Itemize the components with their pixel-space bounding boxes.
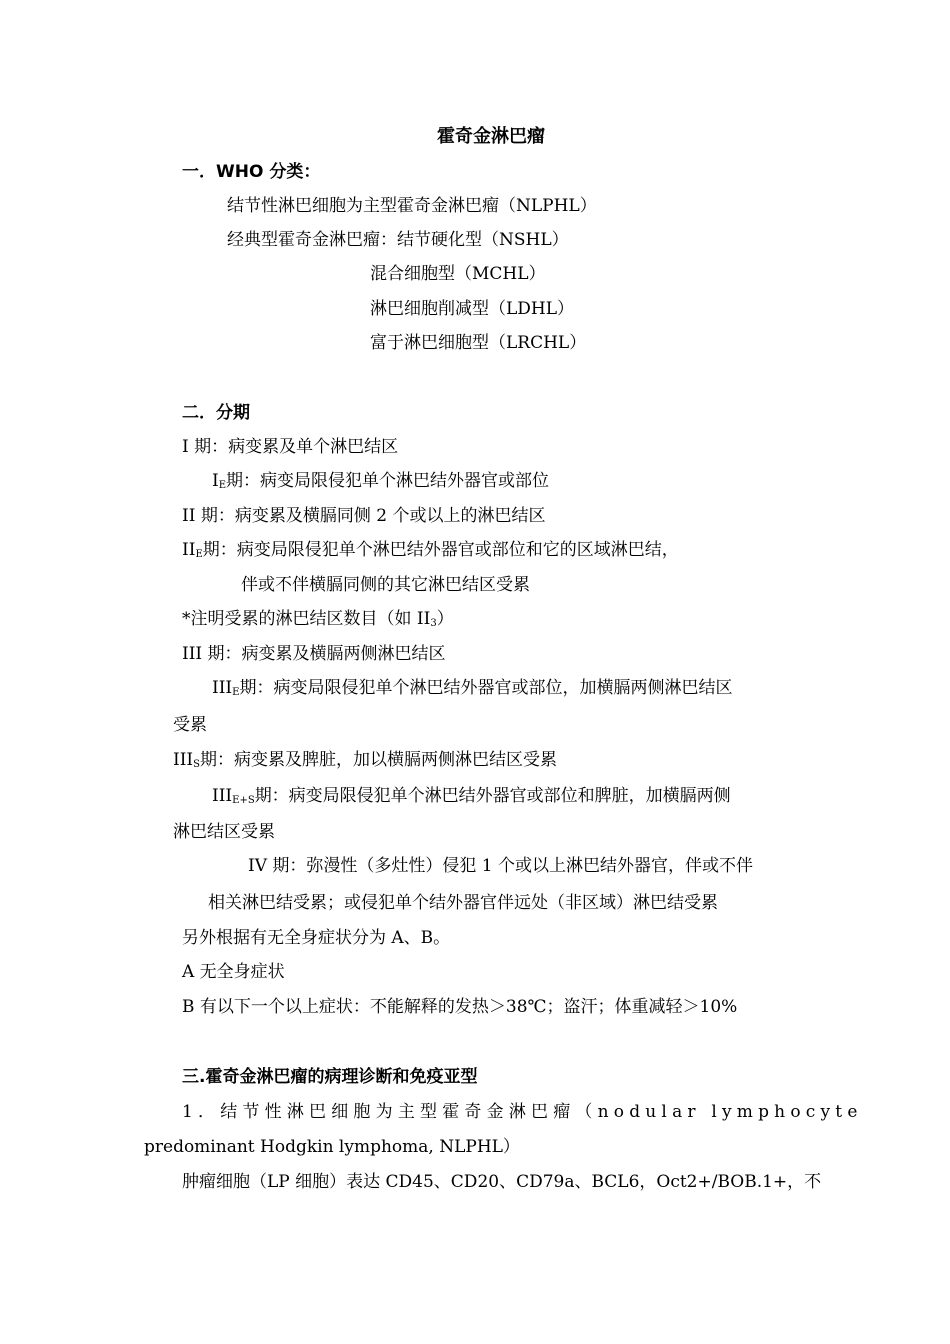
nlphl-item-line1: 1．结节性淋巴细胞为主型霍奇金淋巴瘤（nodular lymphocyte xyxy=(182,1102,863,1122)
stage-3es-cont: 淋巴结区受累 xyxy=(173,822,275,842)
stage-2e xyxy=(182,539,679,561)
section3-heading: 三.霍奇金淋巴瘤的病理诊断和免疫亚型 xyxy=(182,1067,478,1087)
symptoms-intro: 另外根据有无全身症状分为 A、B。 xyxy=(182,928,451,948)
stage-3s-sub: S xyxy=(193,759,201,770)
stage-3es-prefix: III xyxy=(212,786,233,806)
stage-2e-sub: E xyxy=(195,549,203,560)
stage-3s-text: 期：病变累及脾脏，加以横膈两侧淋巴结区受累 xyxy=(200,750,558,770)
stage-1: I 期：病变累及单个淋巴结区 xyxy=(182,437,399,457)
class-ldhl: 淋巴细胞削减型（LDHL） xyxy=(370,299,575,319)
document-title: 霍奇金淋巴瘤 xyxy=(437,126,545,147)
stage-4-cont: 相关淋巴结受累；或侵犯单个结外器官伴远处（非区域）淋巴结受累 xyxy=(208,893,718,913)
stage-3e-cont: 受累 xyxy=(173,715,207,735)
stage-note-suffix: ） xyxy=(436,609,454,629)
section2-heading: 二．分期 xyxy=(182,403,250,423)
stage-2e-text: 期：病变局限侵犯单个淋巴结外器官或部位和它的区域淋巴结， xyxy=(202,540,679,560)
stage-2e-prefix: II xyxy=(182,540,196,560)
class-lrchl: 富于淋巴细胞型（LRCHL） xyxy=(370,333,587,353)
stage-note xyxy=(182,608,454,630)
stage-3s xyxy=(173,749,557,771)
stage-2: II 期：病变累及横膈同侧 2 个或以上的淋巴结区 xyxy=(182,506,546,526)
class-mchl: 混合细胞型（MCHL） xyxy=(370,264,546,284)
stage-1e xyxy=(212,470,549,492)
stage-3es-sub: E+S xyxy=(232,795,255,806)
stage-2e-cont: 伴或不伴横膈同侧的其它淋巴结区受累 xyxy=(241,575,530,595)
stage-3e xyxy=(212,677,732,699)
nlphl-item-body: 肿瘤细胞（LP 细胞）表达 CD45、CD20、CD79a、BCL6，Oct2+/BOB.1+，不 xyxy=(182,1172,822,1192)
class-nlphl: 结节性淋巴细胞为主型霍奇金淋巴瘤（NLPHL） xyxy=(227,196,597,216)
stage-3e-text: 期：病变局限侵犯单个淋巴结外器官或部位，加横膈两侧淋巴结区 xyxy=(239,678,733,698)
symptom-b: B 有以下一个以上症状：不能解释的发热＞38℃；盗汗；体重减轻＞10% xyxy=(182,997,738,1017)
class-chl-nshl: 经典型霍奇金淋巴瘤：结节硬化型（NSHL） xyxy=(227,230,569,250)
stage-3e-prefix: III xyxy=(212,678,233,698)
stage-note-sub: 3 xyxy=(430,618,437,629)
stage-note-prefix: *注明受累的淋巴结区数目（如 II xyxy=(182,609,431,629)
stage-1e-prefix: I xyxy=(212,471,219,491)
stage-1e-sub: E xyxy=(218,480,227,491)
stage-1e-text: 期：病变局限侵犯单个淋巴结外器官或部位 xyxy=(226,471,550,491)
stage-3es xyxy=(212,785,731,807)
stage-3: III 期：病变累及横膈两侧淋巴结区 xyxy=(182,644,446,664)
stage-3e-sub: E xyxy=(232,687,240,698)
section1-heading: 一．WHO 分类： xyxy=(182,162,321,182)
stage-3s-prefix: III xyxy=(173,750,194,770)
stage-4: IV 期：弥漫性（多灶性）侵犯 1 个或以上淋巴结外器官，伴或不伴 xyxy=(248,856,754,876)
symptom-a: A 无全身症状 xyxy=(182,962,285,982)
stage-3es-text: 期：病变局限侵犯单个淋巴结外器官或部位和脾脏，加横膈两侧 xyxy=(254,786,731,806)
nlphl-item-line2: predominant Hodgkin lymphoma, NLPHL） xyxy=(144,1137,520,1157)
